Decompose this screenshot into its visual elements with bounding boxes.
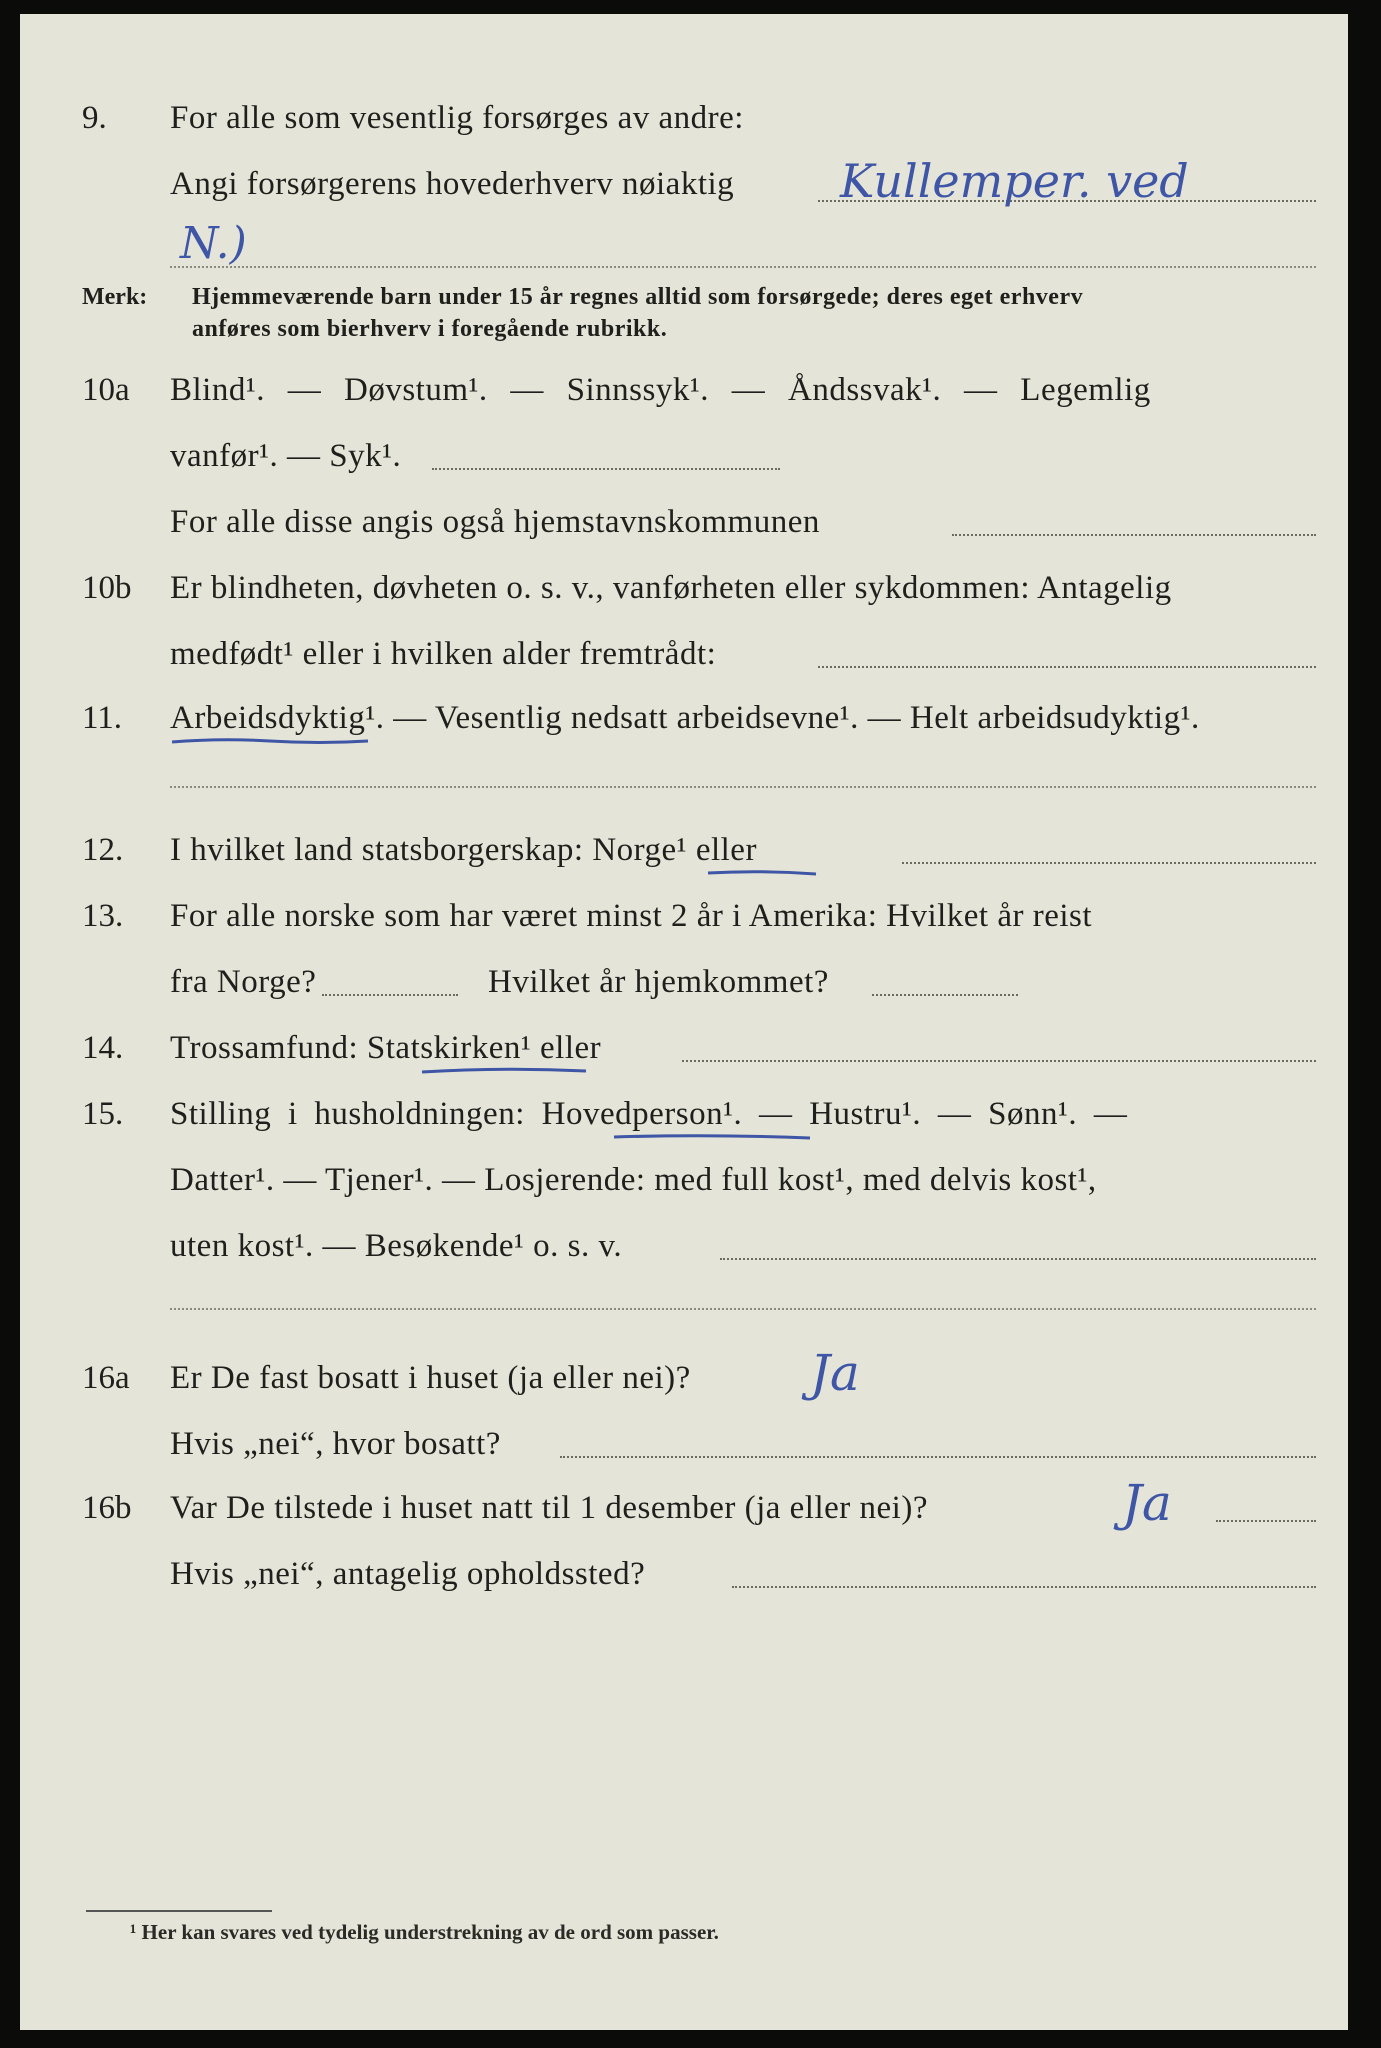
footnote-divider [86,1910,272,1912]
q11-answer-line[interactable] [170,786,1316,788]
q16b-line1: Var De tilstede i huset natt til 1 desember (ja eller nei)? [170,1490,928,1526]
q14-answer-line[interactable] [682,1060,1316,1062]
q15-line3: uten kost¹. — Besøkende¹ o. s. v. [170,1228,623,1264]
q10b-line1: Er blindheten, døvheten o. s. v., vanførheten eller sykdommen: Antagelig [170,570,1172,606]
q13-line2b: Hvilket år hjemkommet? [488,964,829,1000]
q12-number: 12. [82,832,124,868]
q9-number: 9. [82,100,107,136]
q10a-number: 10a [82,372,130,408]
q9-handwritten-answer-cont: N.) [180,218,247,269]
footnote: ¹ Her kan svares ved tydelig understrekning av de ord som passer. [130,1920,719,1944]
q16a-line2: Hvis „nei“, hvor bosatt? [170,1426,501,1462]
q13-number: 13. [82,898,124,934]
q13-line2a: fra Norge? [170,964,317,1000]
q10a-syk-answer-line[interactable] [432,468,780,470]
q14-line1: Trossamfund: Statskirken¹ eller [170,1030,602,1066]
q12-line1: I hvilket land statsborgerskap: Norge¹ eller [170,832,757,868]
q16a-handwritten-answer: Ja [810,1344,860,1402]
q16a-line1: Er De fast bosatt i huset (ja eller nei)? [170,1360,691,1396]
q9-answer-line-2[interactable] [170,266,1316,268]
q15-line2: Datter¹. — Tjener¹. — Losjerende: med full kost¹, med delvis kost¹, [170,1162,1097,1198]
q15-answer-line[interactable] [720,1258,1316,1260]
q9-line2: Angi forsørgerens hovederhverv nøiaktig [170,166,735,202]
q16b-number: 16b [82,1490,132,1526]
q10a-line3: For alle disse angis også hjemstavnskommunen [170,504,820,540]
q12-norge-underline [706,868,818,878]
census-form-page [20,14,1348,2030]
q10b-number: 10b [82,570,132,606]
merk-label: Merk: [82,284,148,310]
q15-number: 15. [82,1096,124,1132]
q9-handwritten-answer: Kullemper. ved [840,154,1189,208]
q10a-line1: Blind¹. — Døvstum¹. — Sinnssyk¹. — Åndssvak¹. — Legemlig [170,372,1151,408]
merk-line1: Hjemmeværende barn under 15 år regnes alltid som forsørgede; deres eget erhverv [192,284,1084,310]
q16a-answer-line[interactable] [560,1456,1316,1458]
q9-line1: For alle som vesentlig forsørges av andre: [170,100,744,136]
q10a-hjemstavn-answer-line[interactable] [952,534,1316,536]
q12-answer-line[interactable] [902,862,1316,864]
q16b-opholdssted-answer-line[interactable] [732,1586,1316,1588]
q16a-number: 16a [82,1360,130,1396]
q15-answer-line-2[interactable] [170,1308,1316,1310]
q13-line1: For alle norske som har været minst 2 år i Amerika: Hvilket år reist [170,898,1093,934]
q14-number: 14. [82,1030,124,1066]
merk-line2: anføres som bierhverv i foregående rubrikk. [192,316,668,342]
q16b-line2: Hvis „nei“, antagelig opholdssted? [170,1556,646,1592]
q11-arbeidsdyktig-underline [170,736,370,746]
q14-statskirken-underline [420,1066,588,1076]
q11-number: 11. [82,700,123,736]
q16b-handwritten-answer: Ja [1122,1474,1172,1532]
q13-reist-answer-line[interactable] [322,994,458,996]
q10b-line2: medfødt¹ eller i hvilken alder fremtrådt: [170,636,717,672]
q15-line1: Stilling i husholdningen: Hovedperson¹. — Hustru¹. — Sønn¹. — [170,1096,1128,1132]
q10b-answer-line[interactable] [818,666,1316,668]
q13-hjemkommet-answer-line[interactable] [872,994,1018,996]
q10a-line2: vanfør¹. — Syk¹. [170,438,402,474]
q15-hovedperson-underline [612,1132,812,1142]
q11-line1: Arbeidsdyktig¹. — Vesentlig nedsatt arbeidsevne¹. — Helt arbeidsudyktig¹. [170,700,1200,736]
q16b-answer-line[interactable] [1216,1520,1316,1522]
